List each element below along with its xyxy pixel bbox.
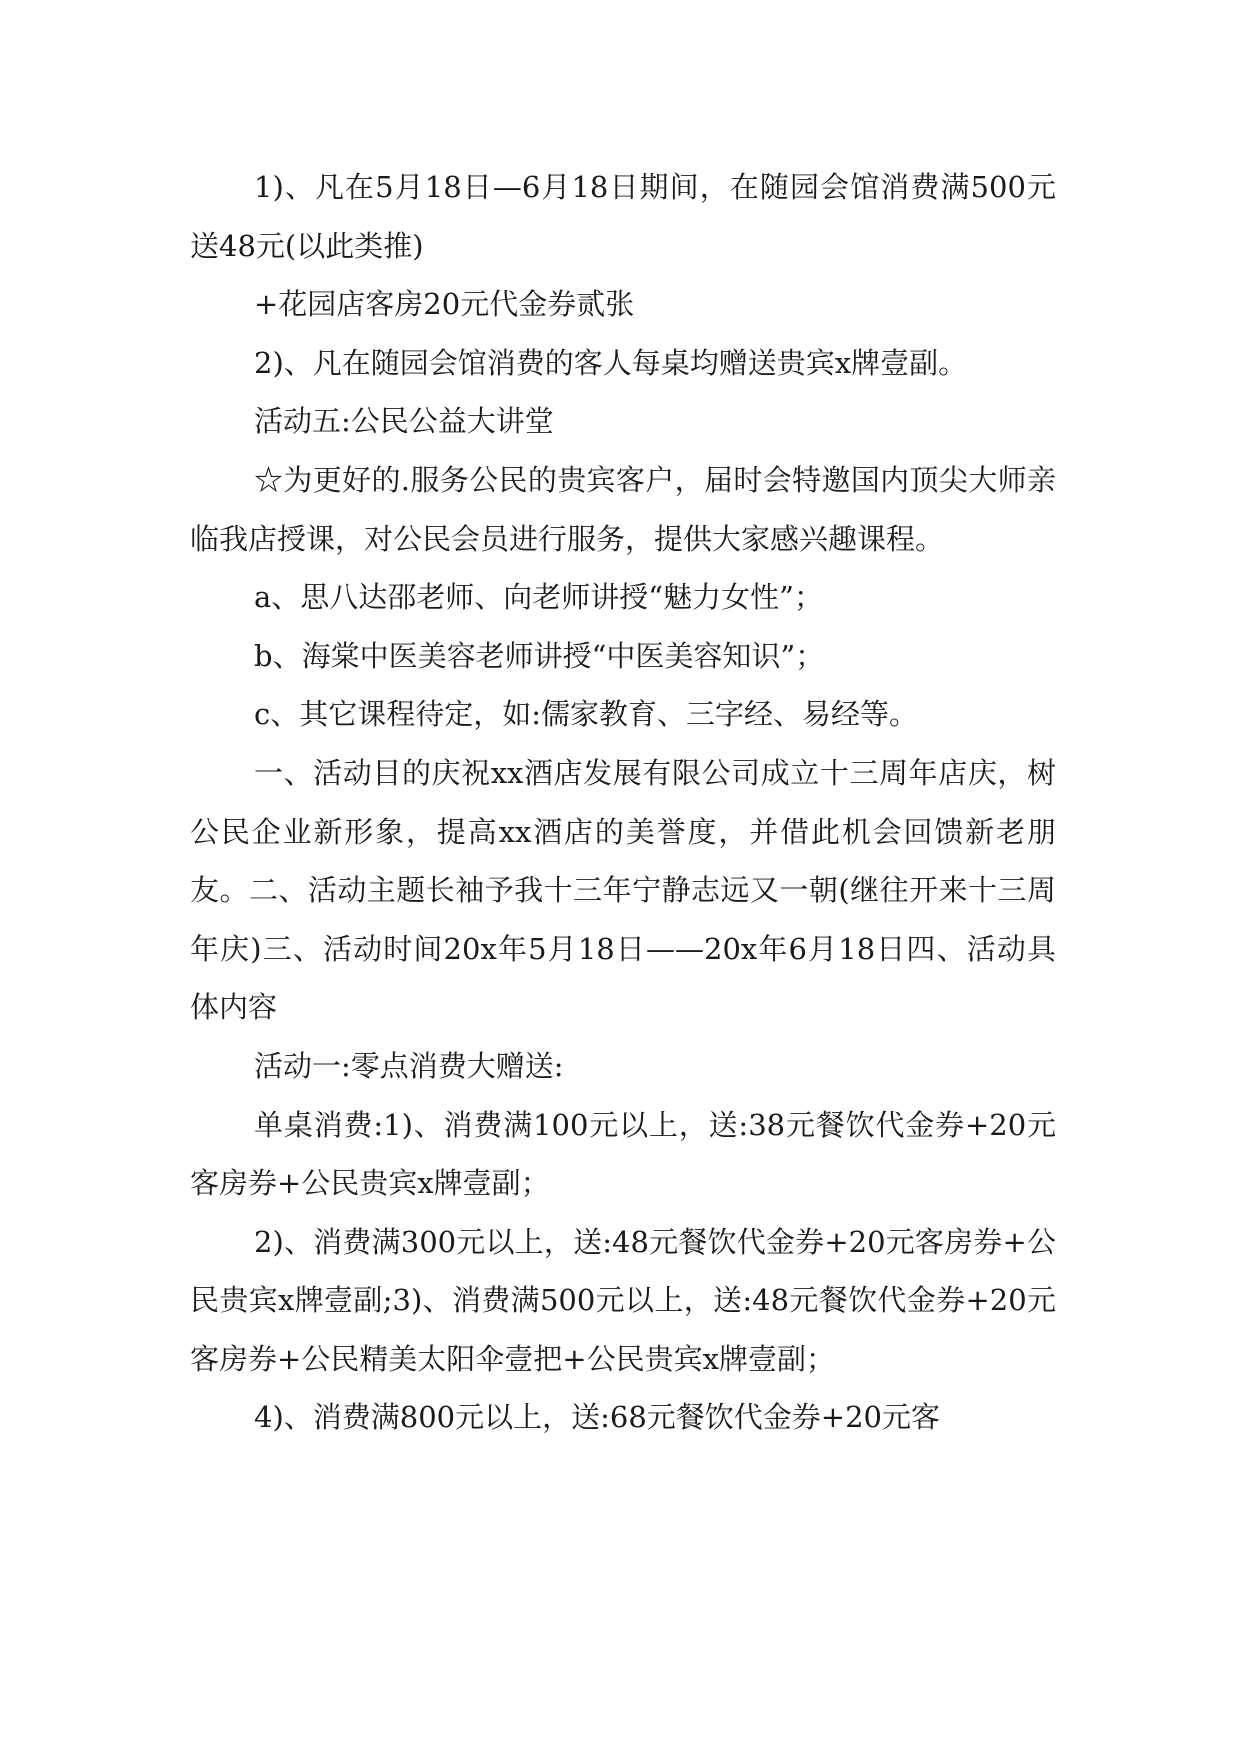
paragraph-tier-300-500: 2)、消费满300元以上，送:48元餐饮代金券+20元客房券+公民贵宾x牌壹副;3)、消费满500元以上，送:48元餐饮代金券+20元客房券+公民精美太阳伞壹把+公民贵宾x牌壹副；	[190, 1224, 1056, 1376]
paragraph-lecture-a: a、思八达邵老师、向老师讲授“魅力女性”；	[254, 580, 823, 615]
paragraph-activity-1-heading: 活动一:零点消费大赠送:	[254, 1048, 564, 1083]
paragraph-promo-1: 1)、凡在5月18日—6月18日期间，在随园会馆消费满500元送48元(以此类推)	[190, 170, 1056, 263]
paragraph-tier-800: 4)、消费满800元以上，送:68元餐饮代金券+20元客	[254, 1400, 940, 1435]
document-body	[190, 158, 1056, 1447]
paragraph-promo-2: 2)、凡在随园会馆消费的客人每桌均赠送贵宾x牌壹副。	[254, 345, 968, 380]
paragraph-lecture-b: b、海棠中医美容老师讲授“中医美容知识”；	[254, 638, 825, 673]
paragraph-promo-1-extra: +花园店客房20元代金券贰张	[254, 287, 635, 322]
paragraph-tier-100: 单桌消费:1)、消费满100元以上，送:38元餐饮代金券+20元客房券+公民贵宾x牌壹副；	[190, 1107, 1056, 1201]
paragraph-lecture-intro: ☆为更好的.服务公民的贵宾客户，届时会特邀国内顶尖大师亲临我店授课，对公民会员进行服务，提供大家感兴趣课程。	[190, 462, 1056, 556]
paragraph-lecture-c: c、其它课程待定，如:儒家教育、三字经、易经等。	[254, 697, 919, 732]
paragraph-activity-5-heading: 活动五:公民公益大讲堂	[254, 404, 554, 439]
paragraph-event-overview: 一、活动目的庆祝xx酒店发展有限公司成立十三周年店庆，树公民企业新形象，提高xx酒店的美誉度，并借此机会回馈新老朋友。二、活动主题长袖予我十三年宁静志远又一朝(继往开来十三周年庆)三、活动时间20x年5月18日——20x年6月18日四、活动具体内容	[190, 755, 1056, 1025]
